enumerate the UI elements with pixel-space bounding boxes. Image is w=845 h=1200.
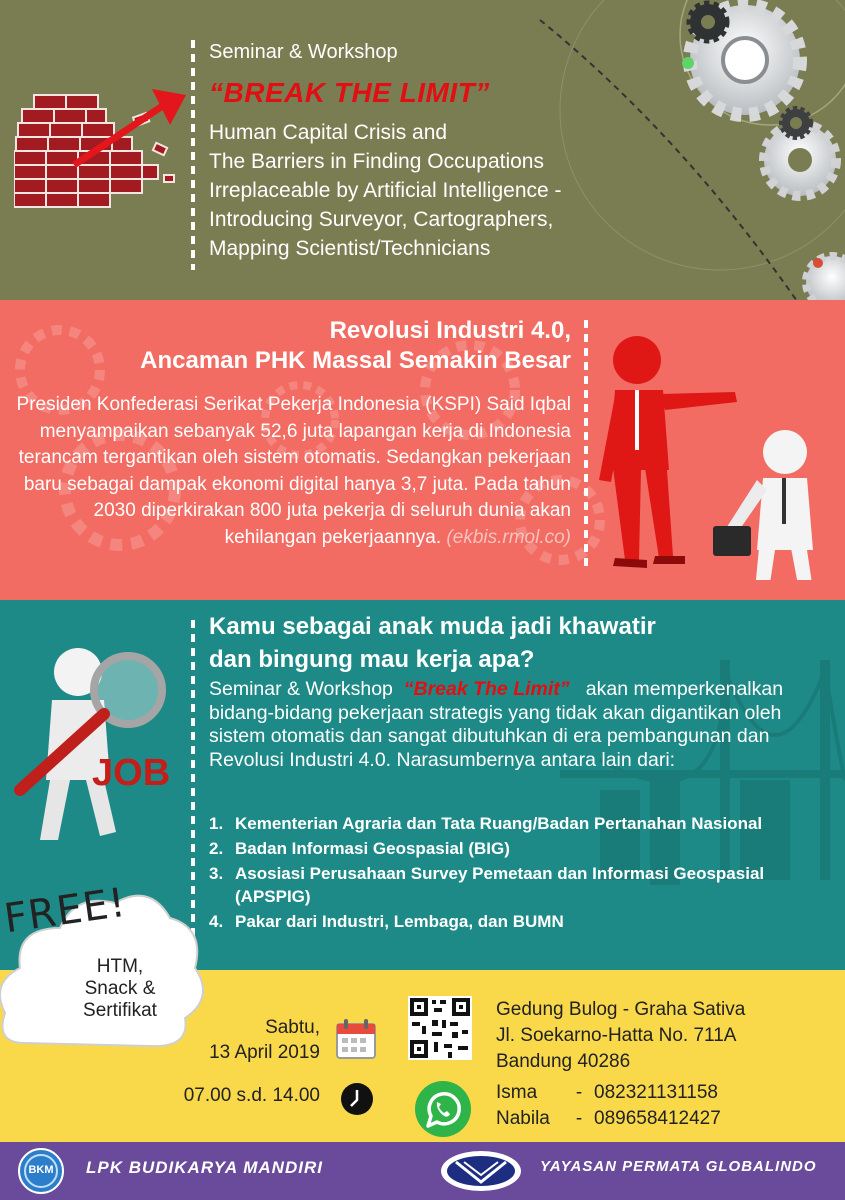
free-title: FREE!	[1, 879, 129, 943]
theme-line: Human Capital Crisis and	[209, 121, 448, 144]
org-left-name: LPK BUDIKARYA MANDIRI	[86, 1158, 323, 1177]
job-label: JOB	[92, 752, 171, 794]
permata-logo-icon	[436, 1148, 526, 1194]
free-line: Snack &	[84, 978, 156, 999]
event-day: Sabtu,	[265, 1017, 320, 1038]
news-source: (ekbis.rmol.co)	[446, 526, 571, 548]
news-body	[11, 392, 571, 551]
theme-line: Introducing Surveyor, Cartographers,	[209, 208, 554, 231]
speaker-item	[209, 910, 829, 933]
event-subtitle: Seminar & Workshop	[209, 41, 398, 63]
free-line: HTM,	[96, 956, 144, 977]
news-section	[0, 300, 845, 600]
invite-intro-rest: akan memperkenalkan bidang-bidang pekerjaan strategis yang tidak akan digantikan oleh sistem otomatis dan sangat dibutuhkan di era pembangunan dan Revolusi Industri 4.0. Narasumbernya antara lain dari:	[209, 678, 784, 771]
contact-dash: -	[575, 1082, 583, 1103]
free-details	[60, 956, 180, 1022]
speaker-text: Pakar dari Industri, Lembaga, dan BUMN	[235, 912, 564, 931]
qr-code-icon	[408, 996, 472, 1060]
event-theme	[209, 118, 562, 263]
invite-question	[209, 610, 656, 676]
brick-wall-arrow-icon	[14, 75, 194, 225]
speaker-item	[209, 812, 829, 835]
bkm-logo-text: BKM	[28, 1164, 54, 1176]
speaker-num: 4.	[209, 912, 224, 931]
theme-line: Mapping Scientist/Technicians	[209, 237, 491, 260]
event-date-text: 13 April 2019	[209, 1042, 320, 1063]
calendar-icon	[336, 1018, 376, 1060]
contact-dash: -	[575, 1108, 583, 1129]
speaker-num: 2.	[209, 839, 224, 858]
free-line: Sertifikat	[83, 1000, 157, 1021]
header-section	[0, 0, 845, 300]
contacts	[496, 1080, 721, 1132]
contact-phone[interactable]: 082321131158	[594, 1082, 718, 1103]
venue-line: Gedung Bulog - Graha Sativa	[496, 999, 746, 1020]
speakers-list	[209, 812, 829, 935]
contact-row	[496, 1080, 721, 1106]
whatsapp-icon	[414, 1080, 472, 1138]
event-title: “BREAK THE LIMIT”	[209, 77, 490, 108]
pointing-man-icon	[585, 330, 845, 580]
contact-name: Isma	[496, 1082, 538, 1103]
news-headline-line: Ancaman PHK Massal Semakin Besar	[140, 347, 571, 374]
magnifier-man-icon	[0, 640, 190, 850]
invite-question-line: Kamu sebagai anak muda jadi khawatir	[209, 613, 656, 640]
invite-intro-highlight: “Break The Limit”	[403, 678, 570, 700]
theme-line: Irreplaceable by Artificial Intelligence -	[209, 179, 562, 202]
invite-intro-prefix: Seminar & Workshop	[209, 678, 393, 700]
dashed-divider	[584, 320, 588, 570]
speaker-num: 1.	[209, 814, 224, 833]
speaker-item	[209, 862, 829, 908]
speaker-text: Badan Informasi Geospasial (BIG)	[235, 839, 510, 858]
clock-icon	[340, 1082, 374, 1116]
news-headline	[140, 316, 571, 376]
org-right-name: YAYASAN PERMATA GLOBALINDO	[540, 1158, 817, 1175]
speaker-item	[209, 837, 829, 860]
contact-phone[interactable]: 089658412427	[594, 1108, 721, 1129]
event-date	[200, 1015, 320, 1065]
speaker-text: Kementerian Agraria dan Tata Ruang/Badan Pertanahan Nasional	[235, 814, 763, 833]
venue	[496, 997, 745, 1075]
dashed-divider	[191, 40, 195, 270]
invite-paragraph	[209, 678, 829, 772]
invite-question-line: dan bingung mau kerja apa?	[209, 646, 535, 673]
speaker-text: Asosiasi Perusahaan Survey Pemetaan dan Informasi Geospasial (APSPIG)	[235, 864, 765, 906]
venue-line: Jl. Soekarno-Hatta No. 711A	[496, 1025, 737, 1046]
speaker-num: 3.	[209, 864, 224, 883]
contact-row	[496, 1106, 721, 1132]
theme-line: The Barriers in Finding Occupations	[209, 150, 544, 173]
news-body-text: Presiden Konfederasi Serikat Pekerja Indonesia (KSPI) Said Iqbal menyampaikan sebanyak 52,6 juta lapangan kerja di Indonesia terancam tergantikan oleh sistem otomatis. Sedangkan pekerjaan baru sebagai dampak ekonomi digital hanya 3,7 juta. Pada tahun 2030 diperkirakan 800 juta pekerja di seluruh dunia akan kehilangan pekerjaannya.	[16, 394, 571, 548]
contact-name: Nabila	[496, 1108, 550, 1129]
venue-line: Bandung 40286	[496, 1051, 631, 1072]
event-time: 07.00 s.d. 14.00	[183, 1085, 320, 1106]
news-headline-line: Revolusi Industri 4.0,	[329, 317, 571, 344]
